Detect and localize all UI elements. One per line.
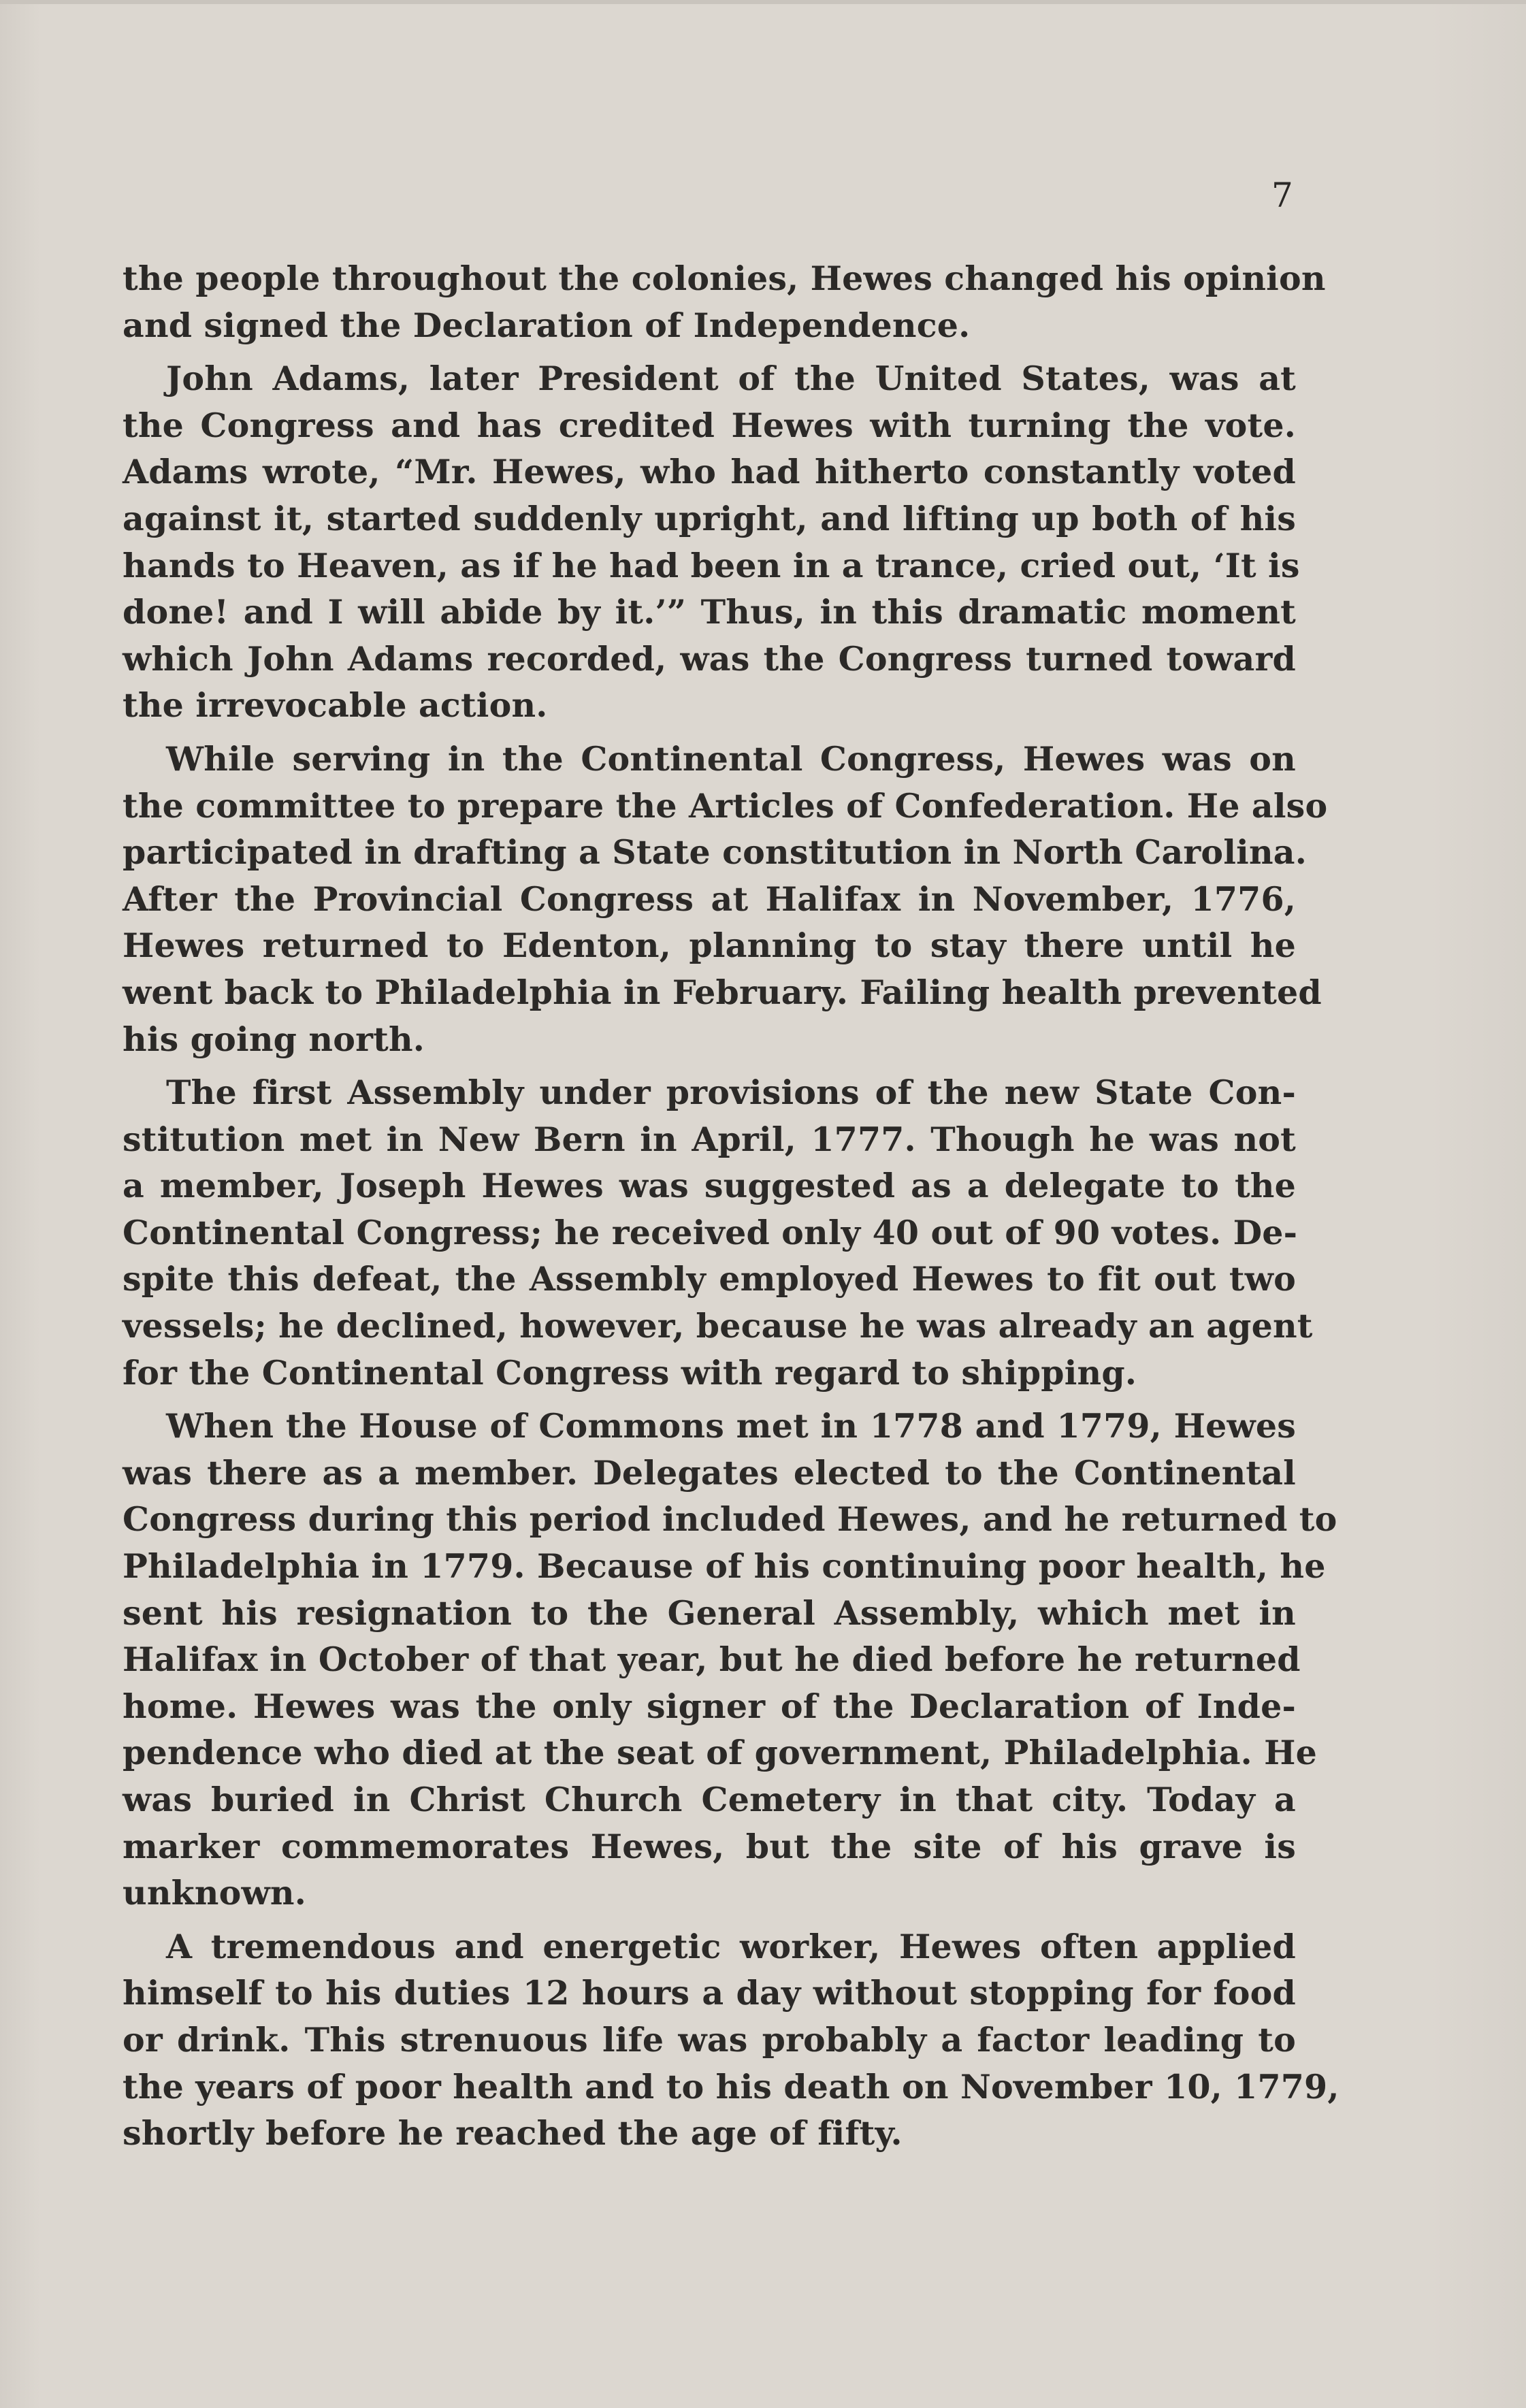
text-line: the irrevocable action. <box>123 685 548 726</box>
text-line: and signed the Declaration of Independence. <box>123 305 971 345</box>
text-line: Continental Congress; he received only 40 out of 90 votes. De- <box>123 1212 1298 1252</box>
text-line: Hewes returned to Edenton, planning to stay there until he <box>123 926 1296 966</box>
text-line: The first Assembly under provisions of the new State Con- <box>166 1073 1296 1113</box>
paragraph <box>123 736 1328 1062</box>
text-line: or drink. This strenuous life was probably a factor leading to <box>123 2019 1296 2060</box>
text-line: unknown. <box>123 1873 306 1913</box>
body-text <box>123 255 1340 2164</box>
text-line: himself to his duties 12 hours a day without stopping for food <box>123 1973 1296 2013</box>
text-line: Congress during this period included Hewes, and he returned to <box>123 1499 1337 1540</box>
text-line: participated in drafting a State constitution in North Carolina. <box>123 832 1307 873</box>
text-line: done! and I will abide by it.’” Thus, in this dramatic moment <box>123 592 1296 632</box>
text-line: went back to Philadelphia in February. Failing health prevented <box>123 972 1322 1012</box>
paragraph <box>123 1923 1340 2157</box>
text-line: John Adams, later President of the United States, was at <box>166 359 1296 399</box>
text-line: which John Adams recorded, was the Congress turned toward <box>123 638 1296 679</box>
text-line: Philadelphia in 1779. Because of his continuing poor health, he <box>123 1546 1326 1587</box>
text-line: When the House of Commons met in 1778 and 1779, Hewes <box>166 1406 1296 1446</box>
text-line: After the Provincial Congress at Halifax in November, 1776, <box>123 879 1296 919</box>
text-line: stitution met in New Bern in April, 1777. Though he was not <box>123 1119 1296 1159</box>
text-line: a member, Joseph Hewes was suggested as a delegate to the <box>123 1166 1296 1206</box>
paragraph <box>123 1403 1337 1917</box>
paragraph <box>123 1069 1313 1396</box>
text-line: the people throughout the colonies, Hewes changed his opinion <box>123 259 1326 298</box>
text-line: Halifax in October of that year, but he died before he returned <box>123 1640 1301 1680</box>
text-line: marker commemorates Hewes, but the site of his grave is <box>123 1826 1296 1866</box>
text-line: pendence who died at the seat of government, Philadelphia. He <box>123 1733 1318 1773</box>
paragraph <box>123 255 1326 348</box>
text-line: Adams wrote, “Mr. Hewes, who had hitherto constantly voted <box>123 452 1296 492</box>
paragraph <box>123 355 1300 729</box>
text-line: the committee to prepare the Articles of Confederation. He also <box>123 785 1328 826</box>
page-top-edge <box>0 0 1526 4</box>
text-line: shortly before he reached the age of fifty. <box>123 2113 903 2153</box>
text-line: his going north. <box>123 1019 425 1059</box>
text-line: was buried in Christ Church Cemetery in that city. Today a <box>123 1780 1296 1819</box>
text-line: spite this defeat, the Assembly employed Hewes to fit out two <box>123 1259 1296 1299</box>
text-line: sent his resignation to the General Assembly, which met in <box>123 1593 1296 1633</box>
text-line: the years of poor health and to his death on November 10, 1779, <box>123 2066 1340 2106</box>
text-line: the Congress and has credited Hewes with turning the vote. <box>123 405 1296 445</box>
text-line: While serving in the Continental Congress, Hewes was on <box>166 738 1296 779</box>
text-line: A tremendous and energetic worker, Hewes often applied <box>166 1926 1296 1966</box>
text-line: against it, started suddenly upright, and lifting up both of his <box>123 498 1296 538</box>
text-line: home. Hewes was the only signer of the Declaration of Inde- <box>123 1686 1296 1726</box>
text-line: was there as a member. Delegates elected to the Continental <box>123 1452 1296 1493</box>
text-line: for the Continental Congress with regard to shipping. <box>123 1352 1137 1393</box>
text-line: hands to Heaven, as if he had been in a trance, cried out, ‘It is <box>123 545 1300 585</box>
page-number: 7 <box>1271 176 1293 215</box>
text-line: vessels; he declined, however, because he was already an agent <box>123 1306 1313 1346</box>
